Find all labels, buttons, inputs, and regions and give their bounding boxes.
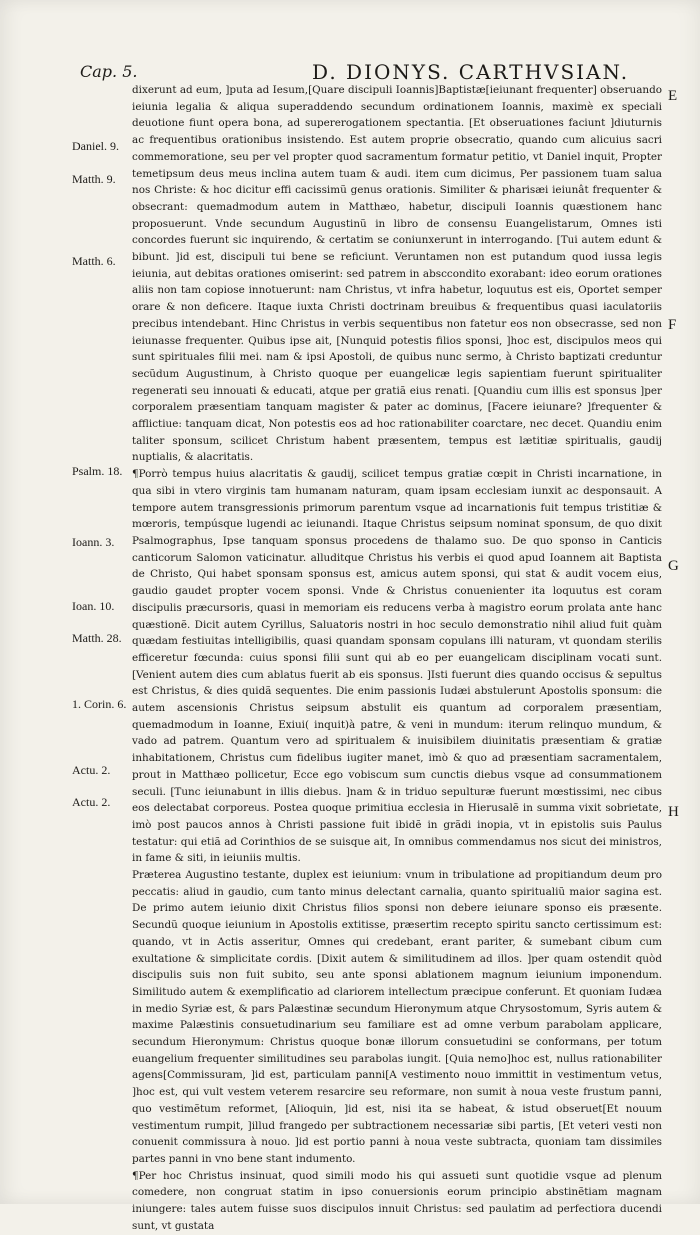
- margin-note-psalm-18: Psalm. 18.: [72, 464, 123, 478]
- chapter-label: Cap. 5.: [80, 62, 138, 81]
- margin-note-matth-28: Matth. 28.: [72, 631, 122, 645]
- section-letter-f: F: [668, 317, 677, 333]
- paragraph: Præterea Augustino testante, duplex est ieiunium: vnum in tribulatione ad propitiandum deum pro peccatis: aliud in gaudio, cum tanto minus delectant carnalia, quanto spiritualiũ maior sagina est. De primo autem ieiunio dixit Christus filios sponsi non debere ieiunare sponso eis præsente. Secundũ quoque ieiunium in Apostolis extitisse, præsertim recepto spiritu sancto certissimum est: quando, vt in Actis asseritur, Omnes qui credebant, erant pariter, & sumebant cibum cum exultatione & simplicitate cordis. [Dixit autem & similitudinem ad illos. ]per quam ostendit quòd discipulis suis non fuit subito, seu ante sponsi ablationem magnum ieiunium imponendum. Similitudo autem & exemplificatio ad clariorem intellectum præcipue conferunt. Et quoniam Iudæa in medio Syriæ est, & pars Palæstinæ secundum Hieronymum atque Chrysostomum, Syris autem & maxime Palæstinis consuetudinarium seu familiare est ad omne verbum parabolam applicare, secundum Hieronymum: Christus quoque bonæ illorum consuetudini se conformans, per totum euangelium frequenter similitudines seu parabolas iungit. [Quia nemo]hoc est, nullus rationabiliter agens[Commissuram, ]id est, particulam panni[A vestimento nouo immittit in vestimentum vetus, ]hoc est, qui vult vestem veterem resarcire seu reformare, non sumit à noua veste frustum panni, quo vestimẽtum reformet, [Alioquin, ]id est, nisi ita se habeat, & istud obseruet[Et nouum vestimentum rumpit, ]illud frangedo per subtractionem necessariæ sibi partis, [Et veteri vesti non conuenit commissura à nouo. ]id est portio panni à noua veste subtracta, quoniam tam dissimiles partes panni in vno bene stant indumento.: [132, 869, 662, 1165]
- section-letter-e: E: [668, 88, 678, 104]
- section-letter-g: G: [668, 558, 679, 574]
- margin-note-ioan-10: Ioan. 10.: [72, 599, 115, 613]
- section-letter-h: H: [668, 804, 679, 820]
- margin-note-ioann-3: Ioann. 3.: [72, 535, 115, 549]
- page-header: [80, 58, 680, 84]
- main-text: [132, 82, 662, 1235]
- margin-note-actu-2: Actu. 2.: [72, 795, 111, 809]
- margin-note-matth-6: Matth. 6.: [72, 254, 116, 268]
- paragraph: ¶Porrò tempus huius alacritatis & gaudij, scilicet tempus gratiæ cœpit in Christi incarnatione, in qua sibi in vtero virginis tam humanam naturam, quam ipsam ecclesiam iunxit ac desponsauit. A tempore autem transgressionis primorum parentum vsque ad incarnationis fuit tempus tristitiæ & mœroris, tempúsque lugendi ac ieiunandi. Itaque Christus seipsum nominat sponsum, de quo dixit Psalmographus, Ipse tanquam sponsus procedens de thalamo suo. De quo sponso in Canticis canticorum Salomon vaticinatur. alluditque Christus his verbis ei quod apud Ioannem ait Baptista de Christo, Qui habet sponsam sponsus est, amicus autem sponsi, qui stat & audit vocem eius, gaudio gaudet propter vocem sponsi. Vnde & Christus conuenienter ita loquutus est coram discipulis præcursoris, quasi in memoriam eis reducens verba à magistro eorum prolata ante hanc quæstionẽ. Dicit autem Cyrillus, Saluatoris nostri in hoc seculo demonstratio nihil aliud fuit quàm quædam festiuitas intelligibilis, quasi quandam sponsam copulans illi naturam, vt quondam sterilis efficeretur fœcunda: cuius sponsi filii sunt qui ab eo per euangelicam disciplinam vocati sunt. [Venient autem dies cum ablatus fuerit ab eis sponsus. ]Isti fuerunt dies quando occisus & sepultus est Christus, & dies quidã sequentes. Die enim passionis Iudæi abstulerunt Apostolis sponsum: die autem ascensionis Christus seipsum abstulit eis quantum ad corporalem præsentiam, quemadmodum in Ioanne, Exiui( inquit)à patre, & veni in mundum: iterum relinquo mundum, & vado ad patrem. Quantum vero ad spiritualem & inuisibilem diuinitatis præsentiam & gratiæ inhabitationem, Christus cum fidelibus iugiter manet, imò & quo ad præsentiam sacramentalem, prout in Matthæo pollicetur, Ecce ego vobiscum sum cunctis diebus vsque ad consummationem seculi. [Tunc ieiunabunt in illis diebus. ]nam & in triduo sepulturæ fuerunt mœstissimi, nec cibus eos delectabat corporeus. Postea quoque primitiua ecclesia in Hierusalẽ in summa vixit sobrietate, imò post paucos annos à Christi passione fuit ibidẽ in grãdi inopia, vt in epistolis suis Paulus testatur: qui etiã ad Corinthios de se suisque ait, In omnibus commendamus nos sicut dei ministros, in fame & siti, in ieiuniis multis.: [132, 468, 662, 865]
- margin-note-matth-9: Matth. 9.: [72, 172, 116, 186]
- running-head: D. DIONYS. CARTHVSIAN.: [312, 60, 630, 84]
- margin-note-daniel-9: Daniel. 9.: [72, 139, 119, 153]
- paragraph: ¶Per hoc Christus insinuat, quod simili modo his qui assueti sunt quotidie vsque ad plenum comedere, non congruat statim in ipso conuersionis eorum principio abstinẽtiam magnam iniungere: tales autem fuisse suos discipulos innuit Christus: sed paulatim ad perfectiora ducendi sunt, vt gustata: [132, 1169, 662, 1232]
- margin-note-1-corin-6: 1. Corin. 6.: [72, 697, 127, 711]
- margin-note-actu-2: Actu. 2.: [72, 763, 111, 777]
- paragraph: dixerunt ad eum, ]puta ad Iesum,[Quare discipuli Ioannis]Baptistæ[ieiunant frequenter] obseruando ieiunia legalia & aliqua superaddendo secundum ordinationem Ioannis, maximè ex speciali deuotione fiunt opera bona, ad supererogationem spectantia. [Et obseruationes faciunt ]diuturnis ac frequentibus orationibus insistendo. Est autem proprie obsecratio, quando cum alicuius sacri commemoratione, seu per vel propter quod sacramentum formatur petitio, vt Daniel inquit, Propter temetipsum deus meus inclina autem tuam & audi. item cum dicimus, Per passionem tuam salua nos Christe: & hoc dicitur effi cacissimũ genus orationis. Similiter & pharisæi ieiunât frequenter & obsecrant: quemadmodum autem in Matthæo, habetur, discipuli Ioannis quæstionem hanc proposuerunt. Vnde secundum Augustinũ in libro de consensu Euangelistarum, Omnes isti concordes fuerunt sic inquirendo, & certatim se coniunxerunt in interrogando. [Tui autem edunt & bibunt. ]id est, discipuli tui bene se reficiunt. Veruntamen non est putandum quod iussa legis ieiunia, aut debitas orationes omiserint: sed patrem in absccondito exorabant: ideo eorum orationes aliis non tam copiose innotuerunt: nam Christus, vt infra habetur, loquutus est eis, Oportet semper orare & non deficere. Itaque iuxta Christi doctrinam breuibus & frequentibus quasi iaculatoriis precibus intendebant. Hinc Christus in verbis sequentibus non fatetur eos non obsecrasse, sed non ieiunasse frequenter. Quibus ipse ait, [Nunquid potestis filios sponsi, ]hoc est, discipulos meos qui sunt spirituales filii mei. nam & ipsi Apostoli, de quibus nunc sermo, à Christo baptizati creduntur secũdum Augustinum, à Christo quoque per euangelicæ legis sapientiam fuerunt spiritualiter regenerati seu innouati & educati, atque per gratiã eius renati. [Quandiu cum illis est sponsus ]per corporalem præsentiam tanquam magister & pater ac dominus, [Facere ieiunare? ]frequenter & afflictiue: tanquam dicat, Non potestis eos ad hoc rationabiliter coarctare, nec decet. Quandiu enim taliter sponsum, scilicet Christum habent præsentem, tempus est lætitiæ spiritualis, gaudij nuptialis, & alacritatis.: [132, 84, 662, 464]
